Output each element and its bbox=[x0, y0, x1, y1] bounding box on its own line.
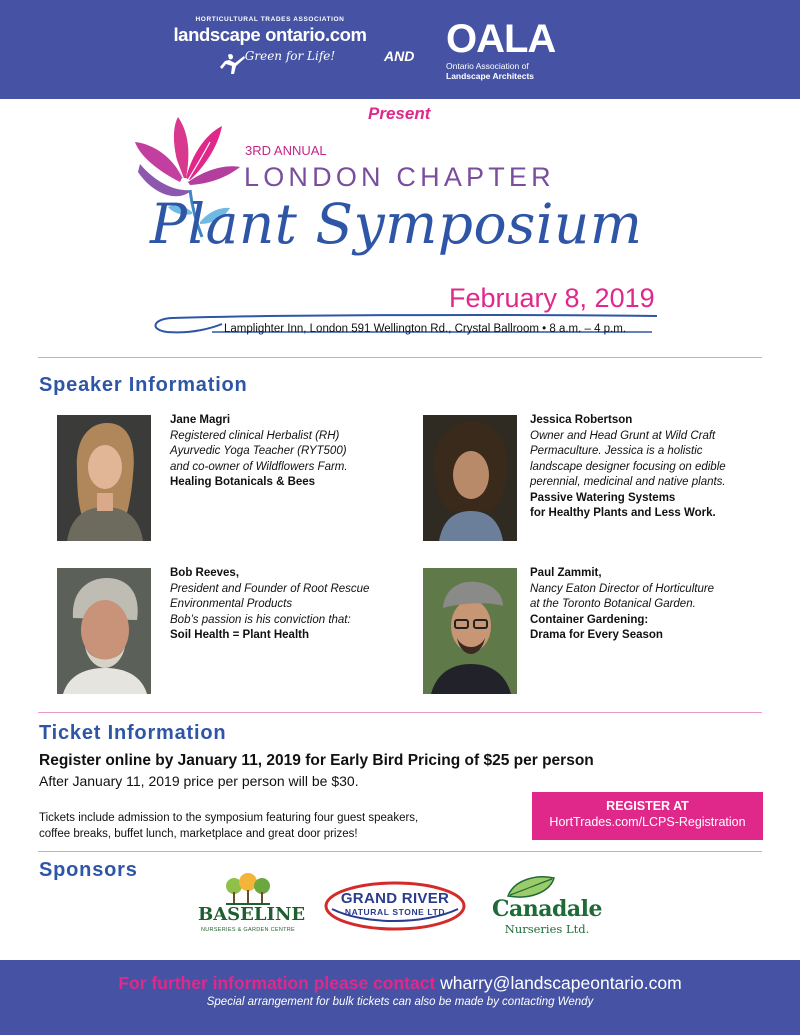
canadale-name: Canadale bbox=[491, 896, 602, 922]
contact-line bbox=[0, 973, 800, 994]
talk-title: Healing Botanicals & Bees bbox=[170, 476, 316, 488]
sponsors-heading: Sponsors bbox=[39, 859, 138, 881]
grand-river-subtitle: NATURAL STONE LTD bbox=[344, 907, 446, 917]
regular-pricing: After January 11, 2019 price per person will be $30. bbox=[39, 773, 359, 789]
present-label: Present bbox=[368, 104, 431, 123]
speaker-desc-line: Bob’s passion is his conviction that: bbox=[170, 613, 351, 626]
speaker-desc-line: Environmental Products bbox=[170, 598, 293, 610]
speaker-desc-line: landscape designer focusing on edible bbox=[530, 460, 726, 473]
association-label: HORTICULTURAL TRADES ASSOCIATION bbox=[195, 16, 345, 23]
oala-name-line2: Landscape Architects bbox=[446, 71, 535, 81]
oala-name-line1: Ontario Association of bbox=[446, 61, 529, 71]
chapter-title: LONDON CHAPTER bbox=[244, 162, 555, 192]
site-name: landscape ontario.com bbox=[173, 24, 367, 45]
oala-logo[interactable] bbox=[446, 17, 556, 81]
speaker-desc-line: Owner and Head Grunt at Wild Craft bbox=[530, 429, 716, 442]
speaker-bio-jessica-robertson bbox=[530, 413, 726, 522]
early-bird-pricing: Register online by January 11, 2019 for Early Bird Pricing of $25 per person bbox=[39, 752, 594, 769]
footer-band bbox=[0, 960, 800, 1035]
talk-title: for Healthy Plants and Less Work. bbox=[530, 507, 716, 519]
canadale-subtitle: Nurseries Ltd. bbox=[504, 922, 590, 936]
header-band bbox=[0, 0, 800, 99]
speaker-bio-paul-zammit bbox=[530, 566, 714, 644]
speaker-photo-paul-zammit bbox=[423, 568, 517, 694]
divider bbox=[38, 357, 762, 358]
talk-title: Drama for Every Season bbox=[530, 629, 663, 641]
speaker-heading: Speaker Information bbox=[39, 374, 248, 396]
speaker-name: Jessica Robertson bbox=[530, 414, 633, 426]
speaker-desc-line: Registered clinical Herbalist (RH) bbox=[170, 429, 340, 442]
speaker-desc-line: perennial, medicinal and native plants. bbox=[530, 476, 726, 488]
trees-icon bbox=[224, 872, 272, 906]
talk-title: Soil Health = Plant Health bbox=[170, 629, 309, 641]
speaker-name: Jane Magri bbox=[170, 414, 231, 426]
event-date: February 8, 2019 bbox=[449, 283, 655, 313]
divider bbox=[38, 851, 762, 852]
speaker-bio-bob-reeves bbox=[170, 566, 369, 644]
talk-title: Container Gardening: bbox=[530, 613, 649, 626]
sponsor-baseline-logo[interactable] bbox=[198, 872, 306, 938]
speaker-desc-line: President and Founder of Root Rescue bbox=[170, 582, 370, 595]
sponsor-grand-river-logo[interactable] bbox=[324, 881, 466, 931]
speaker-name: Bob Reeves, bbox=[170, 567, 240, 579]
speaker-desc-line: Nancy Eaton Director of Horticulture bbox=[530, 582, 715, 595]
speaker-desc-line: Permaculture. Jessica is a holistic bbox=[530, 445, 703, 457]
sponsor-canadale-logo[interactable] bbox=[484, 874, 610, 938]
ticket-includes-line: coffee breaks, buffet lunch, marketplace and great door prizes! bbox=[39, 828, 358, 840]
grand-river-name: GRAND RIVER bbox=[340, 890, 450, 907]
contact-email-link[interactable]: wharry@landscapeontario.com bbox=[440, 973, 682, 993]
speaker-bio-jane-magri bbox=[170, 413, 348, 491]
speaker-name: Paul Zammit, bbox=[530, 567, 602, 579]
speaker-desc-line: Ayurvedic Yoga Teacher (RYT500) bbox=[170, 445, 347, 457]
register-label: REGISTER AT bbox=[606, 799, 689, 813]
contact-lead: For further information please contact bbox=[118, 973, 436, 993]
baseline-name: BASELINE bbox=[198, 904, 306, 925]
talk-title: Passive Watering Systems bbox=[530, 491, 676, 504]
tagline: Green for Life! bbox=[244, 49, 336, 63]
ticket-includes bbox=[39, 810, 519, 842]
register-button[interactable] bbox=[532, 792, 763, 840]
annual-label: 3RD ANNUAL bbox=[245, 143, 327, 158]
venue-line: Lamplighter Inn, London 591 Wellington Rd., Crystal Ballroom • 8 a.m. – 4 p.m. bbox=[224, 323, 627, 335]
speaker-photo-bob-reeves bbox=[57, 568, 151, 694]
event-title: Plant Symposium bbox=[150, 192, 643, 256]
speaker-photo-jane-magri bbox=[57, 415, 151, 541]
and-label: AND bbox=[384, 48, 415, 64]
gardener-figure-icon bbox=[220, 52, 248, 78]
divider bbox=[38, 712, 762, 713]
ticket-heading: Ticket Information bbox=[39, 722, 227, 744]
register-url: HortTrades.com/LCPS-Registration bbox=[549, 815, 746, 829]
ticket-includes-line: Tickets include admission to the symposium featuring four guest speakers, bbox=[39, 812, 419, 824]
landscape-ontario-logo[interactable] bbox=[170, 16, 370, 63]
speaker-photo-jessica-robertson bbox=[423, 415, 517, 541]
oala-wordmark: OALA bbox=[446, 17, 556, 61]
baseline-subtitle: NURSERIES & GARDEN CENTRE bbox=[201, 927, 295, 933]
bulk-ticket-note: Special arrangement for bulk tickets can also be made by contacting Wendy bbox=[206, 996, 594, 1008]
speaker-desc-line: and co-owner of Wildflowers Farm. bbox=[170, 460, 348, 473]
speaker-desc-line: at the Toronto Botanical Garden. bbox=[530, 598, 696, 610]
